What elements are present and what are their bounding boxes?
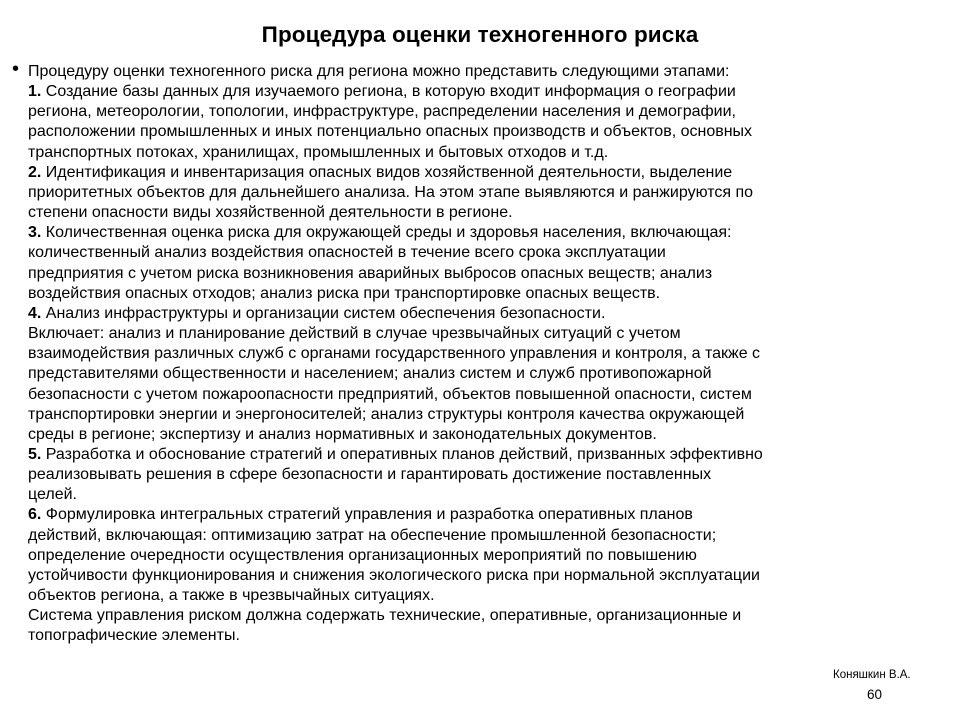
body-line — [28, 465, 948, 485]
body-text: Анализ инфраструктуры и организации систем обеспечения безопасности. — [41, 304, 606, 322]
body-line — [28, 243, 948, 263]
step-number: 5. — [28, 445, 42, 463]
body-text: транспортных потоках, хранилищах, промышленных и бытовых отходов и т.д. — [28, 143, 609, 161]
body-text: устойчивости функционирования и снижения экологического риска при нормальной эксплуатации — [28, 566, 760, 584]
body-text: реализовывать решения в сфере безопасности и гарантировать достижение поставленных — [28, 466, 712, 484]
body-line — [28, 606, 948, 626]
body-text: Количественная оценка риска для окружающей среды и здоровья населения, включающая: — [41, 224, 732, 242]
body-line — [28, 82, 948, 102]
body-text: Идентификация и инвентаризация опасных видов хозяйственной деятельности, выделение — [41, 163, 733, 181]
step-number: 3. — [28, 224, 42, 242]
body-line — [28, 405, 948, 425]
body-line — [28, 566, 948, 586]
body-text: безопасности с учетом пожароопасности предприятий, объектов повышенной опасности, систем — [28, 385, 752, 403]
body-line — [28, 364, 948, 384]
body-line — [28, 102, 948, 122]
body-line — [28, 385, 948, 405]
slide-title: Процедура оценки техногенного риска — [261, 22, 699, 47]
body-text: расположении промышленных и иных потенциально опасных производств и объектов, основных — [28, 123, 753, 141]
slide-body — [28, 62, 948, 647]
body-line — [28, 143, 948, 163]
body-text: Система управления риском должна содержать технические, оперативные, организационные и — [28, 607, 742, 625]
step-number: 1. — [28, 83, 42, 101]
body-text: Формулировка интегральных стратегий управления и разработка оперативных планов — [41, 506, 693, 524]
body-line — [28, 264, 948, 284]
step-number: 2. — [28, 163, 42, 181]
body-text: топографические элементы. — [28, 627, 240, 645]
body-line — [28, 505, 948, 525]
body-line — [28, 425, 948, 445]
body-text: предприятия с учетом риска возникновения аварийных выбросов опасных веществ; анализ — [28, 264, 713, 282]
body-line — [28, 163, 948, 183]
step-number: 6. — [28, 506, 42, 524]
body-line — [28, 445, 948, 465]
body-text: воздействия опасных отходов; анализ риска при транспортировке опасных веществ. — [28, 284, 661, 302]
body-line — [28, 586, 948, 606]
body-text: Создание базы данных для изучаемого региона, в которую входит информация о географии — [41, 83, 736, 101]
body-text: Процедуру оценки техногенного риска для региона можно представить следующими этапами: — [28, 63, 730, 80]
body-line — [28, 304, 948, 324]
body-text: взаимодействия различных служб с органами государственного управления и контроля, а также с — [28, 345, 761, 363]
body-text: степени опасности виды хозяйственной деятельности в регионе. — [28, 204, 513, 222]
bullet-icon: • — [12, 58, 20, 80]
author-footer: Коняшкин В.А. — [833, 669, 911, 681]
body-line — [28, 203, 948, 223]
body-text: Разработка и обоснование стратегий и оперативных планов действий, призванных эффективно — [41, 445, 763, 463]
body-text: транспортировки энергии и энергоносителей; анализ структуры контроля качества окружающей — [28, 405, 745, 423]
body-line — [28, 344, 948, 364]
body-line — [28, 223, 948, 243]
body-line — [28, 183, 948, 203]
body-line — [28, 324, 948, 344]
body-line — [28, 122, 948, 142]
body-text: региона, метеорологии, топологии, инфраструктуре, распределении населения и демографии, — [28, 103, 736, 121]
body-line — [28, 62, 948, 82]
body-line — [28, 546, 948, 566]
body-line — [28, 284, 948, 304]
body-line — [28, 626, 948, 646]
body-text: определение очередности осуществления организационных мероприятий по повышению — [28, 546, 697, 564]
body-text: целей. — [28, 486, 77, 504]
body-line — [28, 485, 948, 505]
body-text: приоритетных объектов для дальнейшего анализа. На этом этапе выявляются и ранжируются по — [28, 183, 754, 201]
body-text: количественный анализ воздействия опасностей в течение всего срока эксплуатации — [28, 244, 666, 262]
body-text: Включает: анализ и планирование действий в случае чрезвычайных ситуаций с учетом — [28, 325, 681, 343]
page-number: 60 — [867, 687, 883, 702]
body-text: среды в регионе; экспертизу и анализ нормативных и законодательных документов. — [28, 425, 657, 443]
body-text: действий, включающая: оптимизацию затрат на обеспечение промышленной безопасности; — [28, 526, 717, 544]
step-number: 4. — [28, 304, 42, 322]
body-text: объектов региона, а также в чрезвычайных ситуациях. — [28, 587, 435, 605]
body-text: представителями общественности и населением; анализ систем и служб противопожарной — [28, 365, 712, 383]
body-line — [28, 526, 948, 546]
